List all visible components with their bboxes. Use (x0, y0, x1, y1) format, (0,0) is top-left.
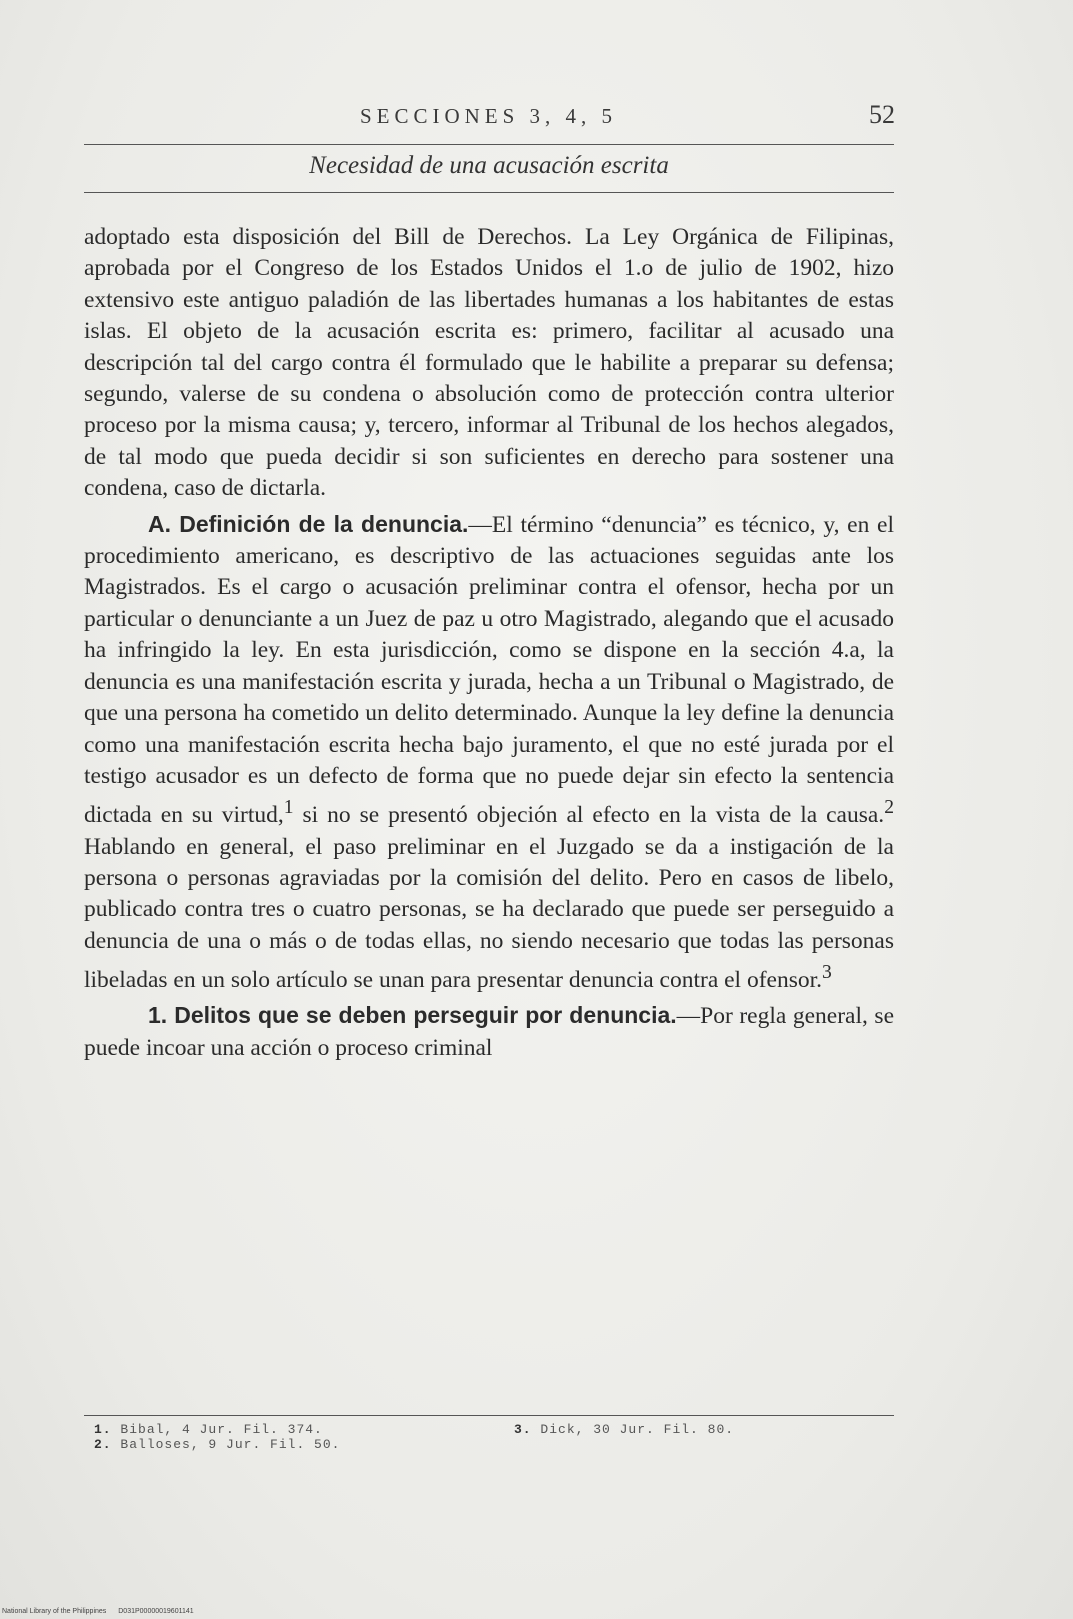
section-a-text-2: si no se presentó objeción al efecto en la vista de la causa. (293, 802, 885, 829)
paragraph-continued: adoptado esta disposición del Bill de Derechos. La Ley Orgánica de Filipinas, aprobada por el Congreso de los Estados Unidos el 1.o de julio de 1902, hizo extensivo este antiguo paladión de las libertades humanas a los habitantes de estas islas. El objeto de la acusación escrita es: primero, facilitar al acusado una descripción tal del cargo contra él formulado que le habilite a preparar su defensa; segundo, valerse de su condena o absolución como de protección contra ulterior proceso por la misma causa; y, tercero, informar al Tribunal de los hechos alegados, de tal modo que pueda decidir si son suficientes en derecho para sostener una condena, caso de dictarla. (84, 224, 894, 502)
footnote-1 (94, 1422, 340, 1437)
footnote-column-left (94, 1422, 340, 1452)
section-a-text-1: —El término “denuncia” es técnico, y, en el procedimiento americano, es descriptivo de las actuaciones seguidas ante los Magistrados. Es el cargo o acusación preliminar contra el ofensor, hecha por un particular o denunciante a un Juez de paz u otro Magistrado, alegando que el acusado ha infringido la ley. En esta jurisdicción, como se dispone en la sección 4.a, la denuncia es una manifestación escrita y jurada, hecha a un Tribunal o Magistrado, de que una persona ha cometido un delito determinado. Aunque la ley define la denuncia como una manifestación escrita hecha bajo juramento, el que no esté jurada por el testigo acusador es un defecto de forma que no puede dejar sin efecto la sentencia dictada en su virtud, (84, 511, 894, 829)
paragraph-section-1 (84, 1000, 894, 1064)
footnote-number: 2. (94, 1437, 112, 1452)
body-text (84, 222, 894, 1064)
footnote-ref-1: 1 (283, 797, 294, 819)
footnote-number: 3. (514, 1422, 532, 1437)
running-head: SECCIONES 3, 4, 5 (359, 104, 618, 128)
footnote-2 (94, 1437, 340, 1452)
imprint-code: D031P00000019601141 (118, 1608, 194, 1615)
footnote-text: Balloses, 9 Jur. Fil. 50. (120, 1437, 341, 1452)
footnote-3 (514, 1422, 734, 1437)
footnote-ref-2: 2 (884, 797, 894, 819)
header-rule-bottom (84, 192, 894, 193)
section-a-heading: A. Definición de la denuncia. (148, 510, 469, 537)
footnote-number: 1. (94, 1422, 112, 1437)
section-a-text-3: Hablando en general, el paso preliminar en el Juzgado se da a instigación de la persona o personas agraviadas por la comisión del delito. Pero en casos de libelo, publicado contra tres o cuatro personas, se ha declarado que puede ser perseguido a denuncia de una o más o de todas ellas, no siendo necesario que todas las personas libeladas en un solo artículo se unan para presentar denuncia contra el ofensor. (84, 833, 894, 993)
imprint-library: National Library of the Philippines (2, 1608, 107, 1615)
scan-imprint (2, 1608, 204, 1615)
footnote-text: Bibal, 4 Jur. Fil. 374. (120, 1422, 323, 1437)
footnote-ref-3: 3 (822, 962, 832, 984)
header-rule-top (84, 144, 894, 145)
page-number: 52 (869, 100, 895, 129)
section-1-text: —Por regla general, se puede incoar una acción o proceso criminal (84, 1003, 894, 1061)
footnote-text: Dick, 30 Jur. Fil. 80. (540, 1422, 735, 1437)
section-title: Necesidad de una acusación escrita (309, 152, 669, 179)
paragraph-section-a (84, 509, 894, 997)
footnote-column-right (514, 1422, 734, 1437)
footnote-rule (84, 1415, 894, 1416)
section-1-heading: 1. Delitos que se deben perseguir por denuncia. (148, 1002, 677, 1029)
